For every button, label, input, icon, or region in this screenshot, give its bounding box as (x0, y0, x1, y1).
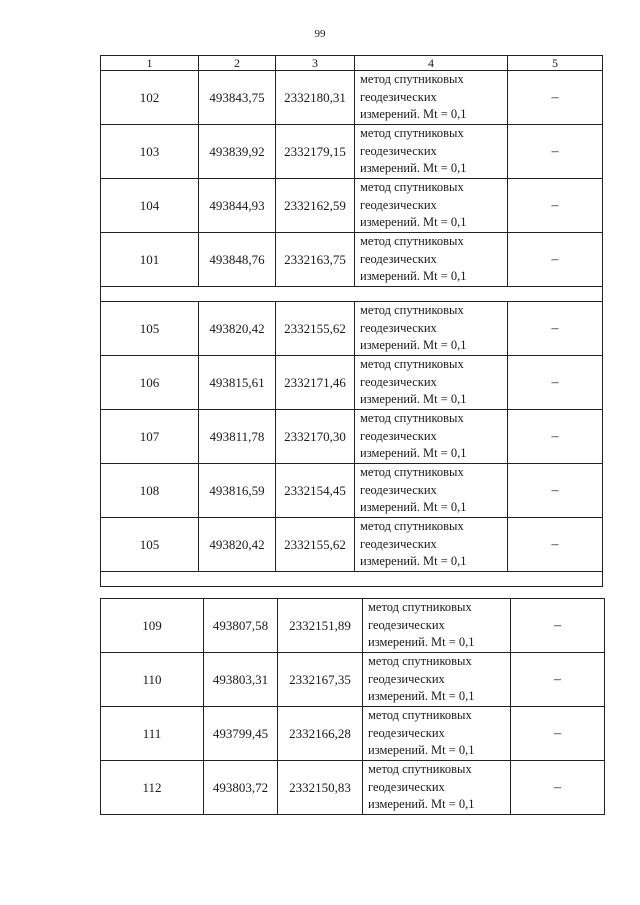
method-line: метод спутниковых (360, 357, 464, 372)
method-line: геодезических (368, 617, 445, 632)
method-line: измерений. Mt = 0,1 (368, 635, 475, 650)
method-line: геодезических (360, 251, 437, 266)
method-line: метод спутниковых (368, 762, 472, 777)
method-description (363, 761, 511, 815)
group-separator-row (101, 287, 603, 302)
method-description (355, 179, 508, 233)
method-line: метод спутниковых (360, 465, 464, 480)
method-line: измерений. Mt = 0,1 (368, 743, 475, 758)
point-number: 112 (101, 761, 204, 815)
table-row (101, 518, 603, 572)
coordinate-y: 2332155,62 (276, 302, 355, 356)
method-description (355, 233, 508, 287)
coordinates-table-continued (100, 598, 605, 815)
table-row (101, 464, 603, 518)
method-line: геодезических (360, 482, 437, 497)
coordinate-x: 493816,59 (199, 464, 276, 518)
method-description (355, 464, 508, 518)
table-row (101, 761, 605, 815)
coordinate-y: 2332166,28 (278, 707, 363, 761)
method-description (363, 707, 511, 761)
method-line: геодезических (360, 320, 437, 335)
method-line: геодезических (360, 536, 437, 551)
coordinate-x: 493803,31 (204, 653, 278, 707)
column-header: 3 (276, 56, 355, 71)
method-description (355, 71, 508, 125)
table-row (101, 707, 605, 761)
table-header-row (101, 56, 603, 71)
coordinate-x: 493815,61 (199, 356, 276, 410)
coordinate-y: 2332163,75 (276, 233, 355, 287)
point-number: 105 (101, 302, 199, 356)
method-line: измерений. Mt = 0,1 (360, 338, 467, 353)
method-line: измерений. Mt = 0,1 (360, 269, 467, 284)
method-description (355, 302, 508, 356)
point-number: 105 (101, 518, 199, 572)
coordinate-y: 2332170,30 (276, 410, 355, 464)
note-dash: – (508, 410, 603, 464)
method-line: метод спутниковых (360, 519, 464, 534)
note-dash: – (508, 302, 603, 356)
method-line: измерений. Mt = 0,1 (368, 689, 475, 704)
note-dash: – (508, 179, 603, 233)
table-row (101, 599, 605, 653)
method-line: измерений. Mt = 0,1 (360, 446, 467, 461)
method-line: геодезических (368, 725, 445, 740)
method-line: геодезических (360, 197, 437, 212)
method-line: измерений. Mt = 0,1 (360, 554, 467, 569)
table-row (101, 653, 605, 707)
coordinate-y: 2332179,15 (276, 125, 355, 179)
table-row (101, 233, 603, 287)
method-line: метод спутниковых (360, 234, 464, 249)
method-line: метод спутниковых (360, 72, 464, 87)
method-line: измерений. Mt = 0,1 (360, 392, 467, 407)
method-line: метод спутниковых (360, 180, 464, 195)
method-description (355, 518, 508, 572)
note-dash: – (511, 707, 605, 761)
coordinate-x: 493844,93 (199, 179, 276, 233)
method-description (355, 356, 508, 410)
method-line: метод спутниковых (368, 708, 472, 723)
table-row (101, 71, 603, 125)
group-separator-row (101, 572, 603, 587)
method-line: геодезических (360, 143, 437, 158)
note-dash: – (511, 761, 605, 815)
table-row (101, 410, 603, 464)
column-header: 1 (101, 56, 199, 71)
method-description (355, 410, 508, 464)
coordinate-y: 2332171,46 (276, 356, 355, 410)
column-header: 5 (508, 56, 603, 71)
note-dash: – (511, 653, 605, 707)
method-line: метод спутниковых (368, 654, 472, 669)
method-line: измерений. Mt = 0,1 (360, 500, 467, 515)
method-description (363, 599, 511, 653)
table-row (101, 302, 603, 356)
note-dash: – (508, 233, 603, 287)
point-number: 102 (101, 71, 199, 125)
column-header: 4 (355, 56, 508, 71)
coordinate-y: 2332151,89 (278, 599, 363, 653)
page-number: 99 (314, 28, 326, 40)
note-dash: – (508, 464, 603, 518)
coordinate-x: 493839,92 (199, 125, 276, 179)
method-line: геодезических (368, 779, 445, 794)
note-dash: – (508, 356, 603, 410)
coordinate-x: 493807,58 (204, 599, 278, 653)
method-line: метод спутниковых (360, 411, 464, 426)
note-dash: – (508, 125, 603, 179)
point-number: 108 (101, 464, 199, 518)
point-number: 106 (101, 356, 199, 410)
method-line: геодезических (360, 89, 437, 104)
method-line: геодезических (360, 428, 437, 443)
method-line: измерений. Mt = 0,1 (360, 107, 467, 122)
coordinate-x: 493811,78 (199, 410, 276, 464)
coordinate-y: 2332150,83 (278, 761, 363, 815)
method-line: метод спутниковых (360, 126, 464, 141)
point-number: 110 (101, 653, 204, 707)
point-number: 103 (101, 125, 199, 179)
method-line: измерений. Mt = 0,1 (360, 215, 467, 230)
coordinate-y: 2332155,62 (276, 518, 355, 572)
coordinate-x: 493820,42 (199, 518, 276, 572)
note-dash: – (511, 599, 605, 653)
coordinate-y: 2332154,45 (276, 464, 355, 518)
coordinate-x: 493799,45 (204, 707, 278, 761)
group-separator-cell (101, 572, 603, 587)
point-number: 104 (101, 179, 199, 233)
method-description (363, 653, 511, 707)
coordinate-y: 2332162,59 (276, 179, 355, 233)
method-line: метод спутниковых (368, 600, 472, 615)
coordinates-table (100, 55, 603, 587)
note-dash: – (508, 71, 603, 125)
coordinate-x: 493820,42 (199, 302, 276, 356)
table-row (101, 179, 603, 233)
coordinate-x: 493848,76 (199, 233, 276, 287)
group-separator-cell (101, 287, 603, 302)
note-dash: – (508, 518, 603, 572)
column-header: 2 (199, 56, 276, 71)
method-line: измерений. Mt = 0,1 (368, 797, 475, 812)
point-number: 101 (101, 233, 199, 287)
table-row (101, 356, 603, 410)
coordinate-x: 493803,72 (204, 761, 278, 815)
method-line: геодезических (360, 374, 437, 389)
coordinate-y: 2332167,35 (278, 653, 363, 707)
point-number: 107 (101, 410, 199, 464)
method-line: измерений. Mt = 0,1 (360, 161, 467, 176)
coordinate-y: 2332180,31 (276, 71, 355, 125)
table-row (101, 125, 603, 179)
method-line: геодезических (368, 671, 445, 686)
point-number: 111 (101, 707, 204, 761)
method-line: метод спутниковых (360, 303, 464, 318)
point-number: 109 (101, 599, 204, 653)
coordinate-x: 493843,75 (199, 71, 276, 125)
method-description (355, 125, 508, 179)
